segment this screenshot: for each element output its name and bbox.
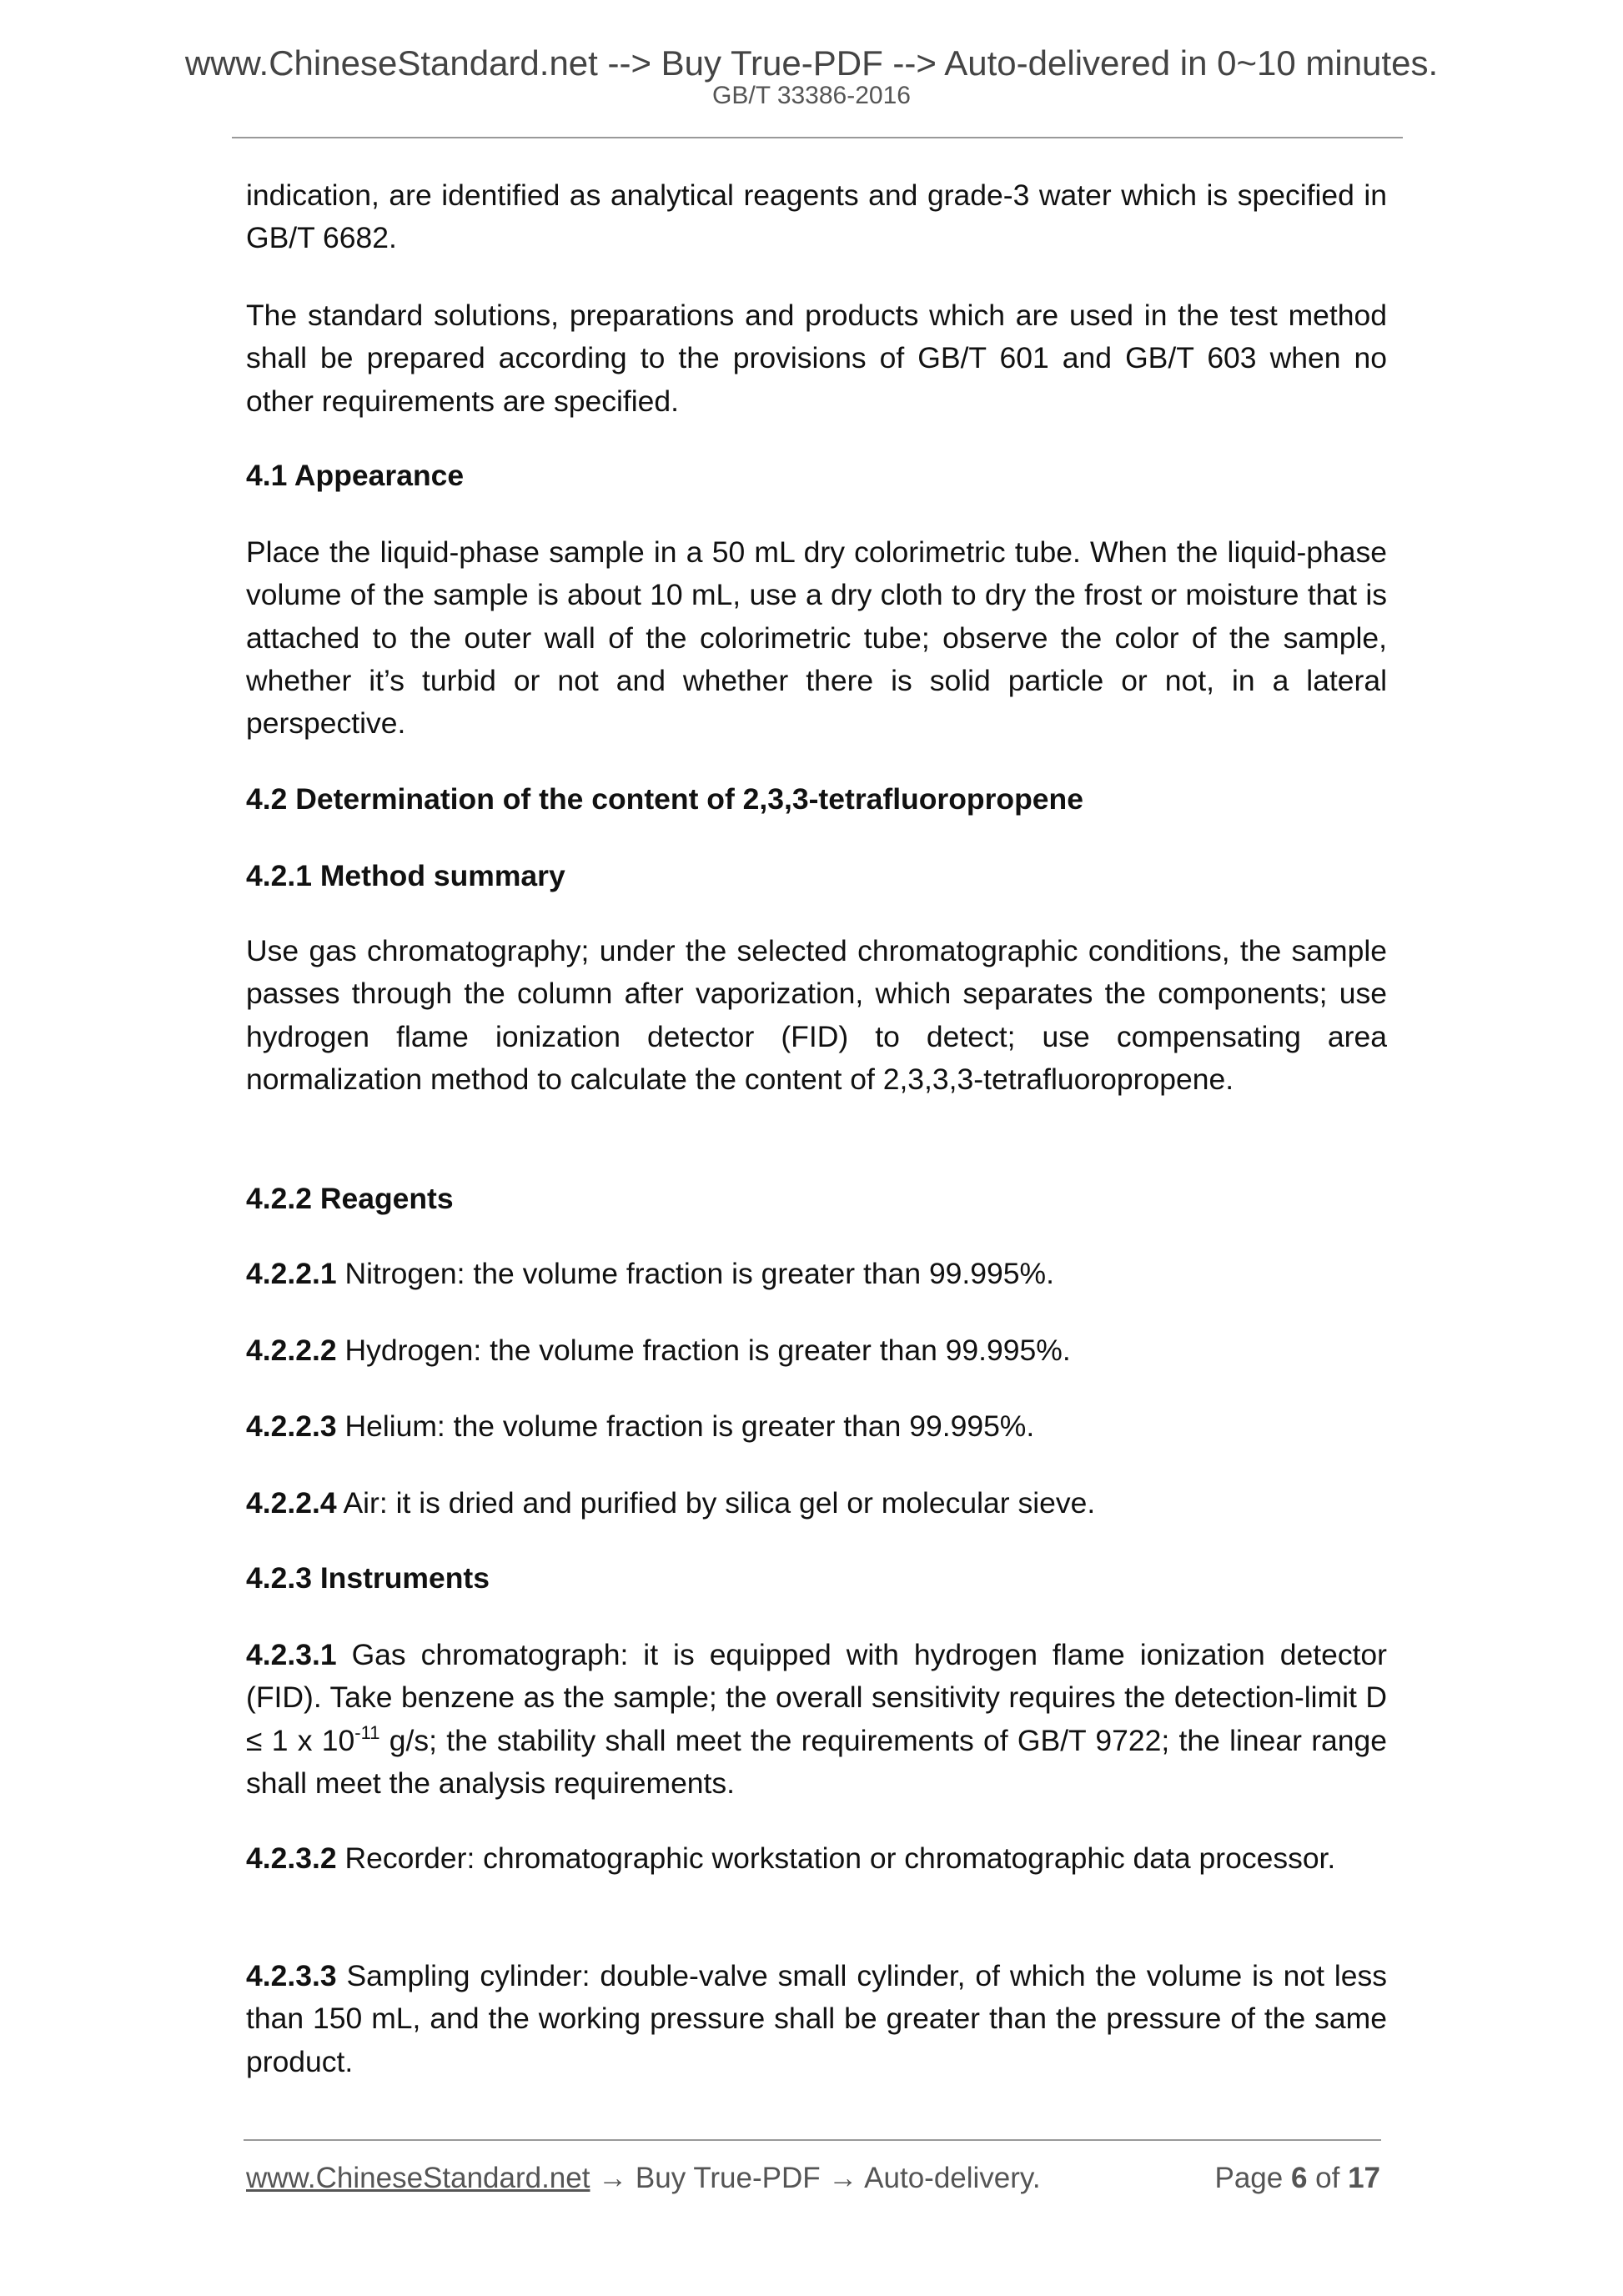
footer [246, 2162, 1380, 2195]
reagent-item [246, 1405, 1387, 1448]
footer-site-link[interactable]: www.ChineseStandard.net [246, 2162, 590, 2194]
clause-number: 4.2.3.3 [246, 1959, 337, 1992]
clause-number: 4.2.2.1 [246, 1257, 337, 1290]
section-heading-4-2-1: 4.2.1 Method summary [246, 859, 565, 892]
clause-number: 4.2.2.4 [246, 1486, 337, 1520]
paragraph: Place the liquid-phase sample in a 50 mL dry colorimetric tube. When the liquid-phase volume of the sample is about 10 mL, use a dry cloth to dry the frost or moisture that is attached to the outer wall of the colorimetric tube; observe the color of the sample, whether it’s turbid or not and whether there is solid particle or not, in a lateral perspective. [246, 535, 1387, 741]
page-label: Page [1214, 2162, 1291, 2194]
paragraph: indication, are identified as analytical reagents and grade-3 water which is specified in GB/T 6682. [246, 178, 1387, 255]
clause-number: 4.2.3.1 [246, 1638, 337, 1671]
section-heading-4-2: 4.2 Determination of the content of 2,3,3-tetrafluoropropene [246, 782, 1083, 816]
clause-text: Nitrogen: the volume fraction is greater than 99.995%. [336, 1257, 1054, 1290]
section-heading-4-2-2: 4.2.2 Reagents [246, 1182, 454, 1215]
page-total: 17 [1348, 2162, 1380, 2194]
section-heading-4-1: 4.1 Appearance [246, 459, 465, 492]
reagent-item [246, 1482, 1387, 1525]
of-label: of [1307, 2162, 1349, 2194]
clause-text: Recorder: chromatographic workstation or chromatographic data processor. [336, 1841, 1336, 1875]
clause-text: Hydrogen: the volume fraction is greater than 99.995%. [336, 1334, 1071, 1367]
clause-text: Air: it is dried and purified by silica gel or molecular sieve. [336, 1486, 1096, 1520]
page-number: 6 [1290, 2162, 1308, 2194]
paragraph: The standard solutions, preparations and products which are used in the test method shall be prepared according to the provisions of GB/T 601 and GB/T 603 when no other requirements are specified. [246, 299, 1387, 418]
clause-text: Sampling cylinder: double-valve small cylinder, of which the volume is not less than 150 mL, and the working pressure shall be greater than the pressure of the same product. [246, 1959, 1387, 2078]
page-indicator [1214, 2162, 1380, 2195]
section-heading-4-2-3: 4.2.3 Instruments [246, 1561, 490, 1595]
clause-text: g/s; the stability shall meet the requirements of GB/T 9722; the linear range shall meet the analysis requirements. [246, 1723, 1387, 1800]
footer-tagline: → Buy True-PDF → Auto-delivery. [590, 2162, 1041, 2194]
clause-text: Helium: the volume fraction is greater than 99.995%. [336, 1409, 1035, 1443]
instrument-item [246, 1634, 1387, 1805]
superscript-exponent: -11 [354, 1721, 380, 1743]
clause-number: 4.2.3.2 [246, 1841, 337, 1875]
reagent-item [246, 1329, 1387, 1372]
header-divider [232, 137, 1403, 138]
instrument-item [246, 1837, 1387, 1880]
document-id: GB/T 33386-2016 [712, 82, 911, 109]
clause-text: Gas chromatograph: it is equipped with hydrogen flame ionization detector (FID). Take benzene as the sample; the overall sensitivity requires the detection-limit D ≤ 1 x 10 [246, 1638, 1387, 1757]
footer-divider [244, 2139, 1381, 2141]
clause-number: 4.2.2.2 [246, 1334, 337, 1367]
paragraph: Use gas chromatography; under the selected chromatographic conditions, the sample passes through the column after vaporization, which separates the components; use hydrogen flame ionization detector (FID) to detect; use compensating area normalization method to calculate the content of 2,3,3,3-tetrafluoropropene. [246, 934, 1387, 1096]
clause-number: 4.2.2.3 [246, 1409, 337, 1443]
reagent-item [246, 1253, 1387, 1295]
header-banner: www.ChineseStandard.net --> Buy True-PDF --> Auto-delivered in 0~10 minutes. [184, 43, 1439, 83]
instrument-item [246, 1955, 1387, 2083]
